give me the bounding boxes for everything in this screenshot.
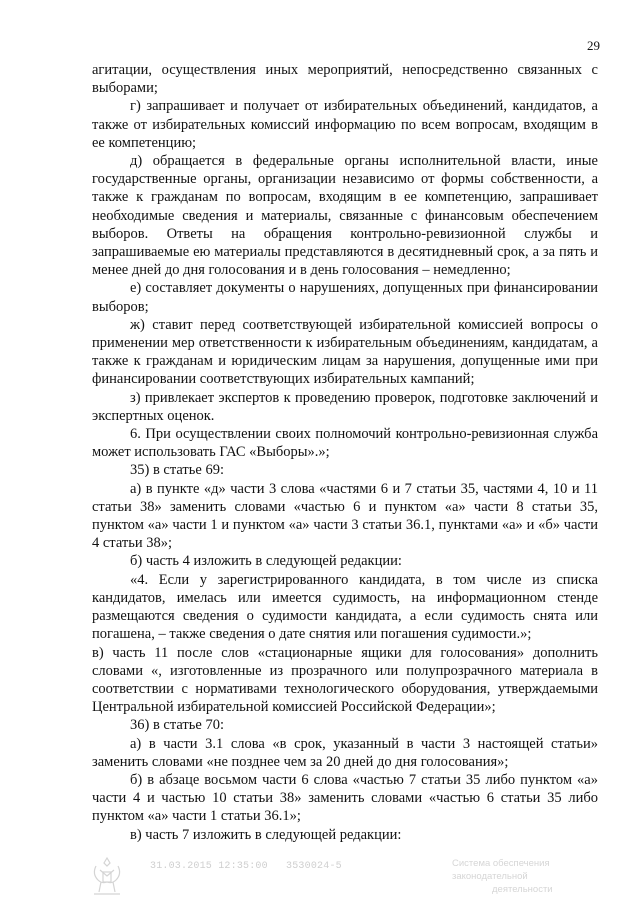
footer-stamp-code: 3530024-5 <box>286 861 342 872</box>
footer-stamp-date: 31.03.2015 12:35:00 <box>150 861 268 872</box>
document-paragraph: д) обращается в федеральные органы исполнительной власти, иные государственные органы, организации независимо от формы собственности, а также к гражданам по вопросам, входящим в ее компетенцию, запрашивает необходимые сведения и материалы, связанные с финансовым обеспечением выборов. Ответы на обращения контрольно-ревизионной службы и запрашиваемые ею материалы представляются в десятидневный срок, а за пять и менее дней до дня голосования и в день голосования – немедленно; <box>92 153 598 279</box>
document-paragraph: г) запрашивает и получает от избирательных объединений, кандидатов, а также от избирательных комиссий информацию по всем вопросам, входящим в ее компетенцию; <box>92 98 598 151</box>
document-paragraph: а) в пункте «д» части 3 слова «частями 6 и 7 статьи 35, частями 4, 10 и 11 статьи 38» заменить словами «частью 6 и пунктом «а» части 8 статьи 35, пунктом «а» части 1 и пунктом «а» части 3 статьи 36.1, пунктами «а» и «б» части 4 статьи 38»; <box>92 480 598 552</box>
document-paragraph: «4. Если у зарегистрированного кандидата, в том числе из списка кандидатов, имелась или имеется судимость, на информационном стенде размещаются сведения о судимости кандидата, а если судимость снята или погашена, – также сведения о дате снятия или погашения судимости.»; <box>92 571 598 643</box>
document-paragraph: 36) в статье 70: <box>130 717 224 734</box>
document-paragraph: 6. При осуществлении своих полномочий контрольно-ревизионная служба может использовать ГАС «Выборы».»; <box>92 426 598 461</box>
document-footer <box>0 848 640 905</box>
state-emblem-watermark-icon <box>88 854 126 898</box>
document-paragraph: з) привлекает экспертов к проведению проверок, подготовке заключений и экспертных оценок. <box>92 389 598 424</box>
document-paragraph: 35) в статье 69: <box>130 462 224 479</box>
document-paragraph: а) в части 3.1 слова «в срок, указанный в части 3 настоящей статьи» заменить словами «не позднее чем за 20 дней до дня голосования»; <box>92 735 598 770</box>
document-paragraph: б) в абзаце восьмом части 6 слова «частью 7 статьи 35 либо пунктом «а» части 4 и частью 10 статьи 38» заменить словами «частью 6 статьи 35 либо пунктом «а» части 1 статьи 36.1»; <box>92 771 598 825</box>
document-paragraph: б) часть 4 изложить в следующей редакции: <box>130 553 402 570</box>
footer-timestamp-stamp <box>150 861 354 872</box>
footer-system-line-1: Система обеспечения законодательной <box>452 858 550 882</box>
document-paragraph: агитации, осуществления иных мероприятий, непосредственно связанных с выборами; <box>92 62 598 97</box>
document-paragraph: е) составляет документы о нарушениях, допущенных при финансировании выборов; <box>92 280 598 315</box>
document-body <box>92 61 598 844</box>
page-number: 29 <box>587 38 600 53</box>
document-paragraph: ж) ставит перед соответствующей избирательной комиссией вопросы о применении мер ответственности к избирательным объединениям, кандидатам, а также к гражданам и юридическим лицам за нарушения, допущенные ими при финансировании соответствующих избирательных кампаний; <box>92 316 598 388</box>
document-paragraph: в) часть 7 изложить в следующей редакции: <box>130 826 402 843</box>
document-paragraph: в) часть 11 после слов «стационарные ящики для голосования» дополнить словами «, изготовленные из прозрачного или полупрозрачного материала в соответствии с нормативами технологического оборудования, утверждаемыми Центральной избирательной комиссией Российской Федерации»; <box>92 644 598 716</box>
footer-system-line-2: деятельности <box>492 884 553 895</box>
footer-system-name <box>452 857 612 896</box>
